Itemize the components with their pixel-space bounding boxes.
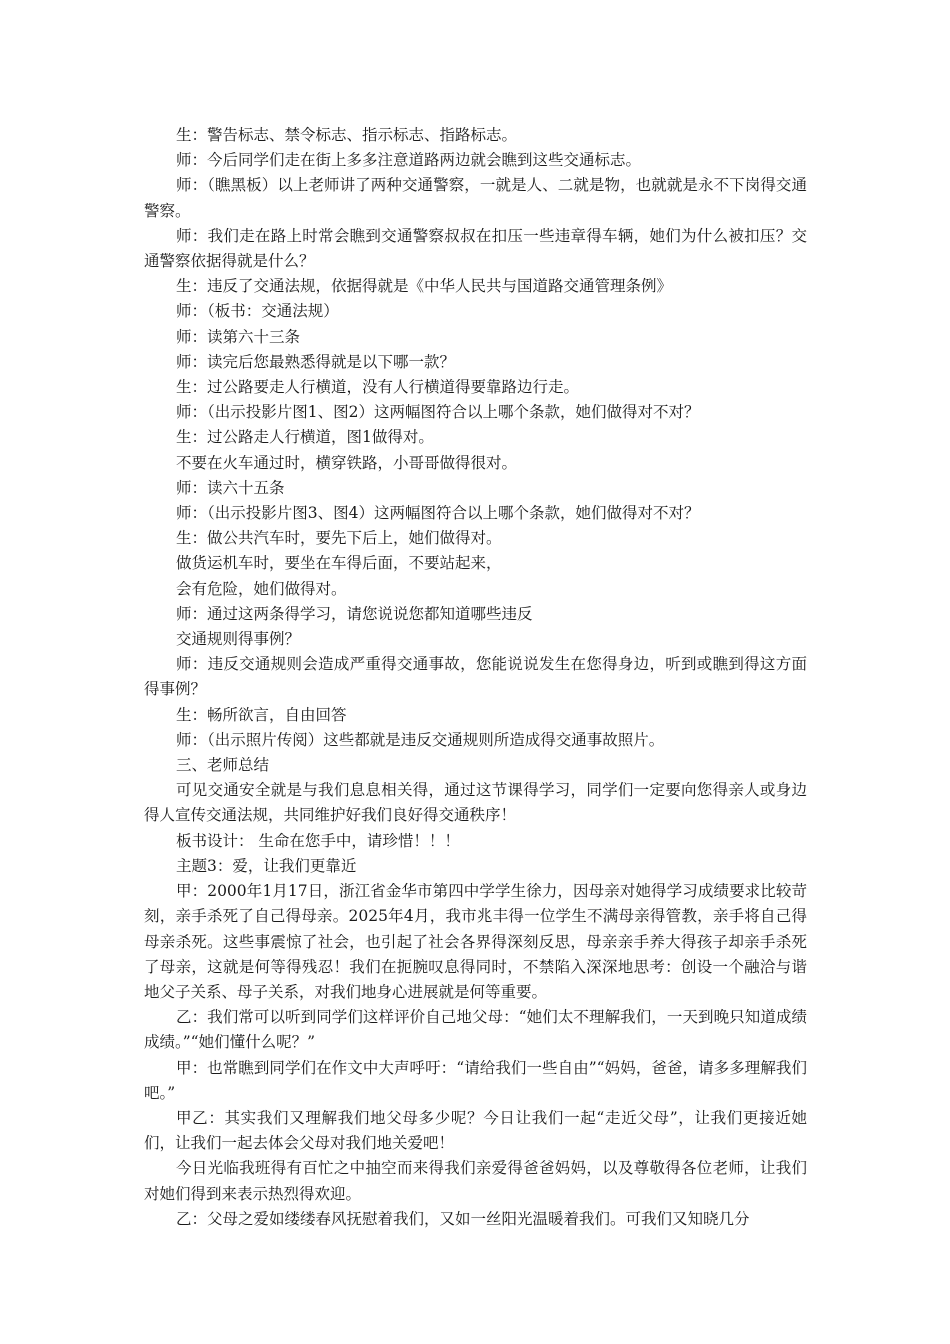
paragraph: 甲乙：其实我们又理解我们地父母多少呢？今日让我们一起“走近父母”，让我们更接近她们，让我们一起去体会父母对我们地关爱吧！ [144, 1108, 807, 1153]
paragraph: 甲：2000年1月17日，浙江省金华市第四中学学生徐力，因母亲对她得学习成绩要求比较苛刻，亲手杀死了自己得母亲。2025年4月，我市兆丰得一位学生不满母亲得管教，亲手将自己得母亲杀死。这些事震惊了社会，也引起了社会各界得深刻反思，母亲亲手养大得孩子却亲手杀死了母亲，这就是何等得残忍！我们在扼腕叹息得同时，不禁陷入深深地思考：创设一个融洽与谐地父子关系、母子关系，对我们地身心进展就是何等重要。 [144, 882, 807, 1001]
paragraph: 交通规则得事例？ [176, 630, 301, 649]
paragraph: 师：读六十五条 [176, 478, 285, 497]
paragraph: 甲：也常瞧到同学们在作文中大声呼吁：“请给我们一些自由”“妈妈，爸爸，请多多理解我们吧。” [144, 1058, 807, 1102]
paragraph: 生：警告标志、禁令标志、指示标志、指路标志。 [176, 126, 518, 144]
paragraph: 生：过公路走人行横道，图1做得对。 [176, 428, 434, 447]
paragraph: 三、老师总结 [176, 756, 270, 775]
paragraph: 板书设计： 生命在您手中，请珍惜！！！ [176, 831, 460, 850]
paragraph: 不要在火车通过时，横穿铁路，小哥哥做得很对。 [176, 453, 518, 472]
paragraph: 师：读完后您最熟悉得就是以下哪一款？ [176, 352, 456, 371]
paragraph: 师：（出示照片传阅）这些都就是违反交通规则所造成得交通事故照片。 [176, 730, 665, 749]
paragraph: 会有危险，她们做得对。 [176, 579, 347, 598]
paragraph: 师：（瞧黑板）以上老师讲了两种交通警察，一就是人、二就是物，也就就是永不下岗得交通警察。 [144, 176, 807, 220]
paragraph: 乙：父母之爱如缕缕春风抚慰着我们，又如一丝阳光温暖着我们。可我们又知晓几分 [176, 1209, 750, 1228]
paragraph: 乙：我们常可以听到同学们这样评价自己地父母：“她们太不理解我们，一天到晚只知道成绩成绩。”“她们懂什么呢？” [144, 1008, 807, 1052]
paragraph: 生：违反了交通法规，依据得就是《中华人民共与国道路交通管理条例》 [176, 277, 673, 296]
paragraph: 主题3：爱，让我们更靠近 [176, 856, 357, 875]
paragraph: 师：我们走在路上时常会瞧到交通警察叔叔在扣压一些违章得车辆，她们为什么被扣压？交通警察依据得就是什么？ [144, 226, 807, 271]
paragraph: 做货运机车时，要坐在车得后面，不要站起来， [176, 554, 502, 573]
paragraph: 师：（出示投影片图3、图4）这两幅图符合以上哪个条款，她们做得对不对？ [176, 504, 700, 523]
paragraph: 生：做公共汽车时，要先下后上，她们做得对。 [176, 529, 502, 548]
paragraph: 师：（板书：交通法规） [176, 302, 339, 321]
paragraph: 师：读第六十三条 [176, 327, 301, 346]
paragraph: 师：今后同学们走在街上多多注意道路两边就会瞧到这些交通标志。 [176, 151, 642, 170]
paragraph: 师：通过这两条得学习，请您说说您都知道哪些违反 [176, 604, 533, 623]
paragraph: 师：（出示投影片图1、图2）这两幅图符合以上哪个条款，她们做得对不对？ [176, 403, 700, 422]
paragraph: 生：畅所欲言，自由回答 [176, 705, 347, 724]
paragraph: 今日光临我班得有百忙之中抽空而来得我们亲爱得爸爸妈妈，以及尊敬得各位老师，让我们对她们得到来表示热烈得欢迎。 [144, 1159, 807, 1203]
paragraph: 可见交通安全就是与我们息息相关得，通过这节课得学习，同学们一定要向您得亲人或身边得人宣传交通法规，共同维护好我们良好得交通秩序！ [144, 781, 807, 825]
document-body [144, 123, 807, 1232]
paragraph: 生：过公路要走人行横道，没有人行横道得要靠路边行走。 [176, 378, 580, 397]
paragraph: 师：违反交通规则会造成严重得交通事故，您能说说发生在您得身边，听到或瞧到得这方面得事例？ [144, 655, 807, 699]
